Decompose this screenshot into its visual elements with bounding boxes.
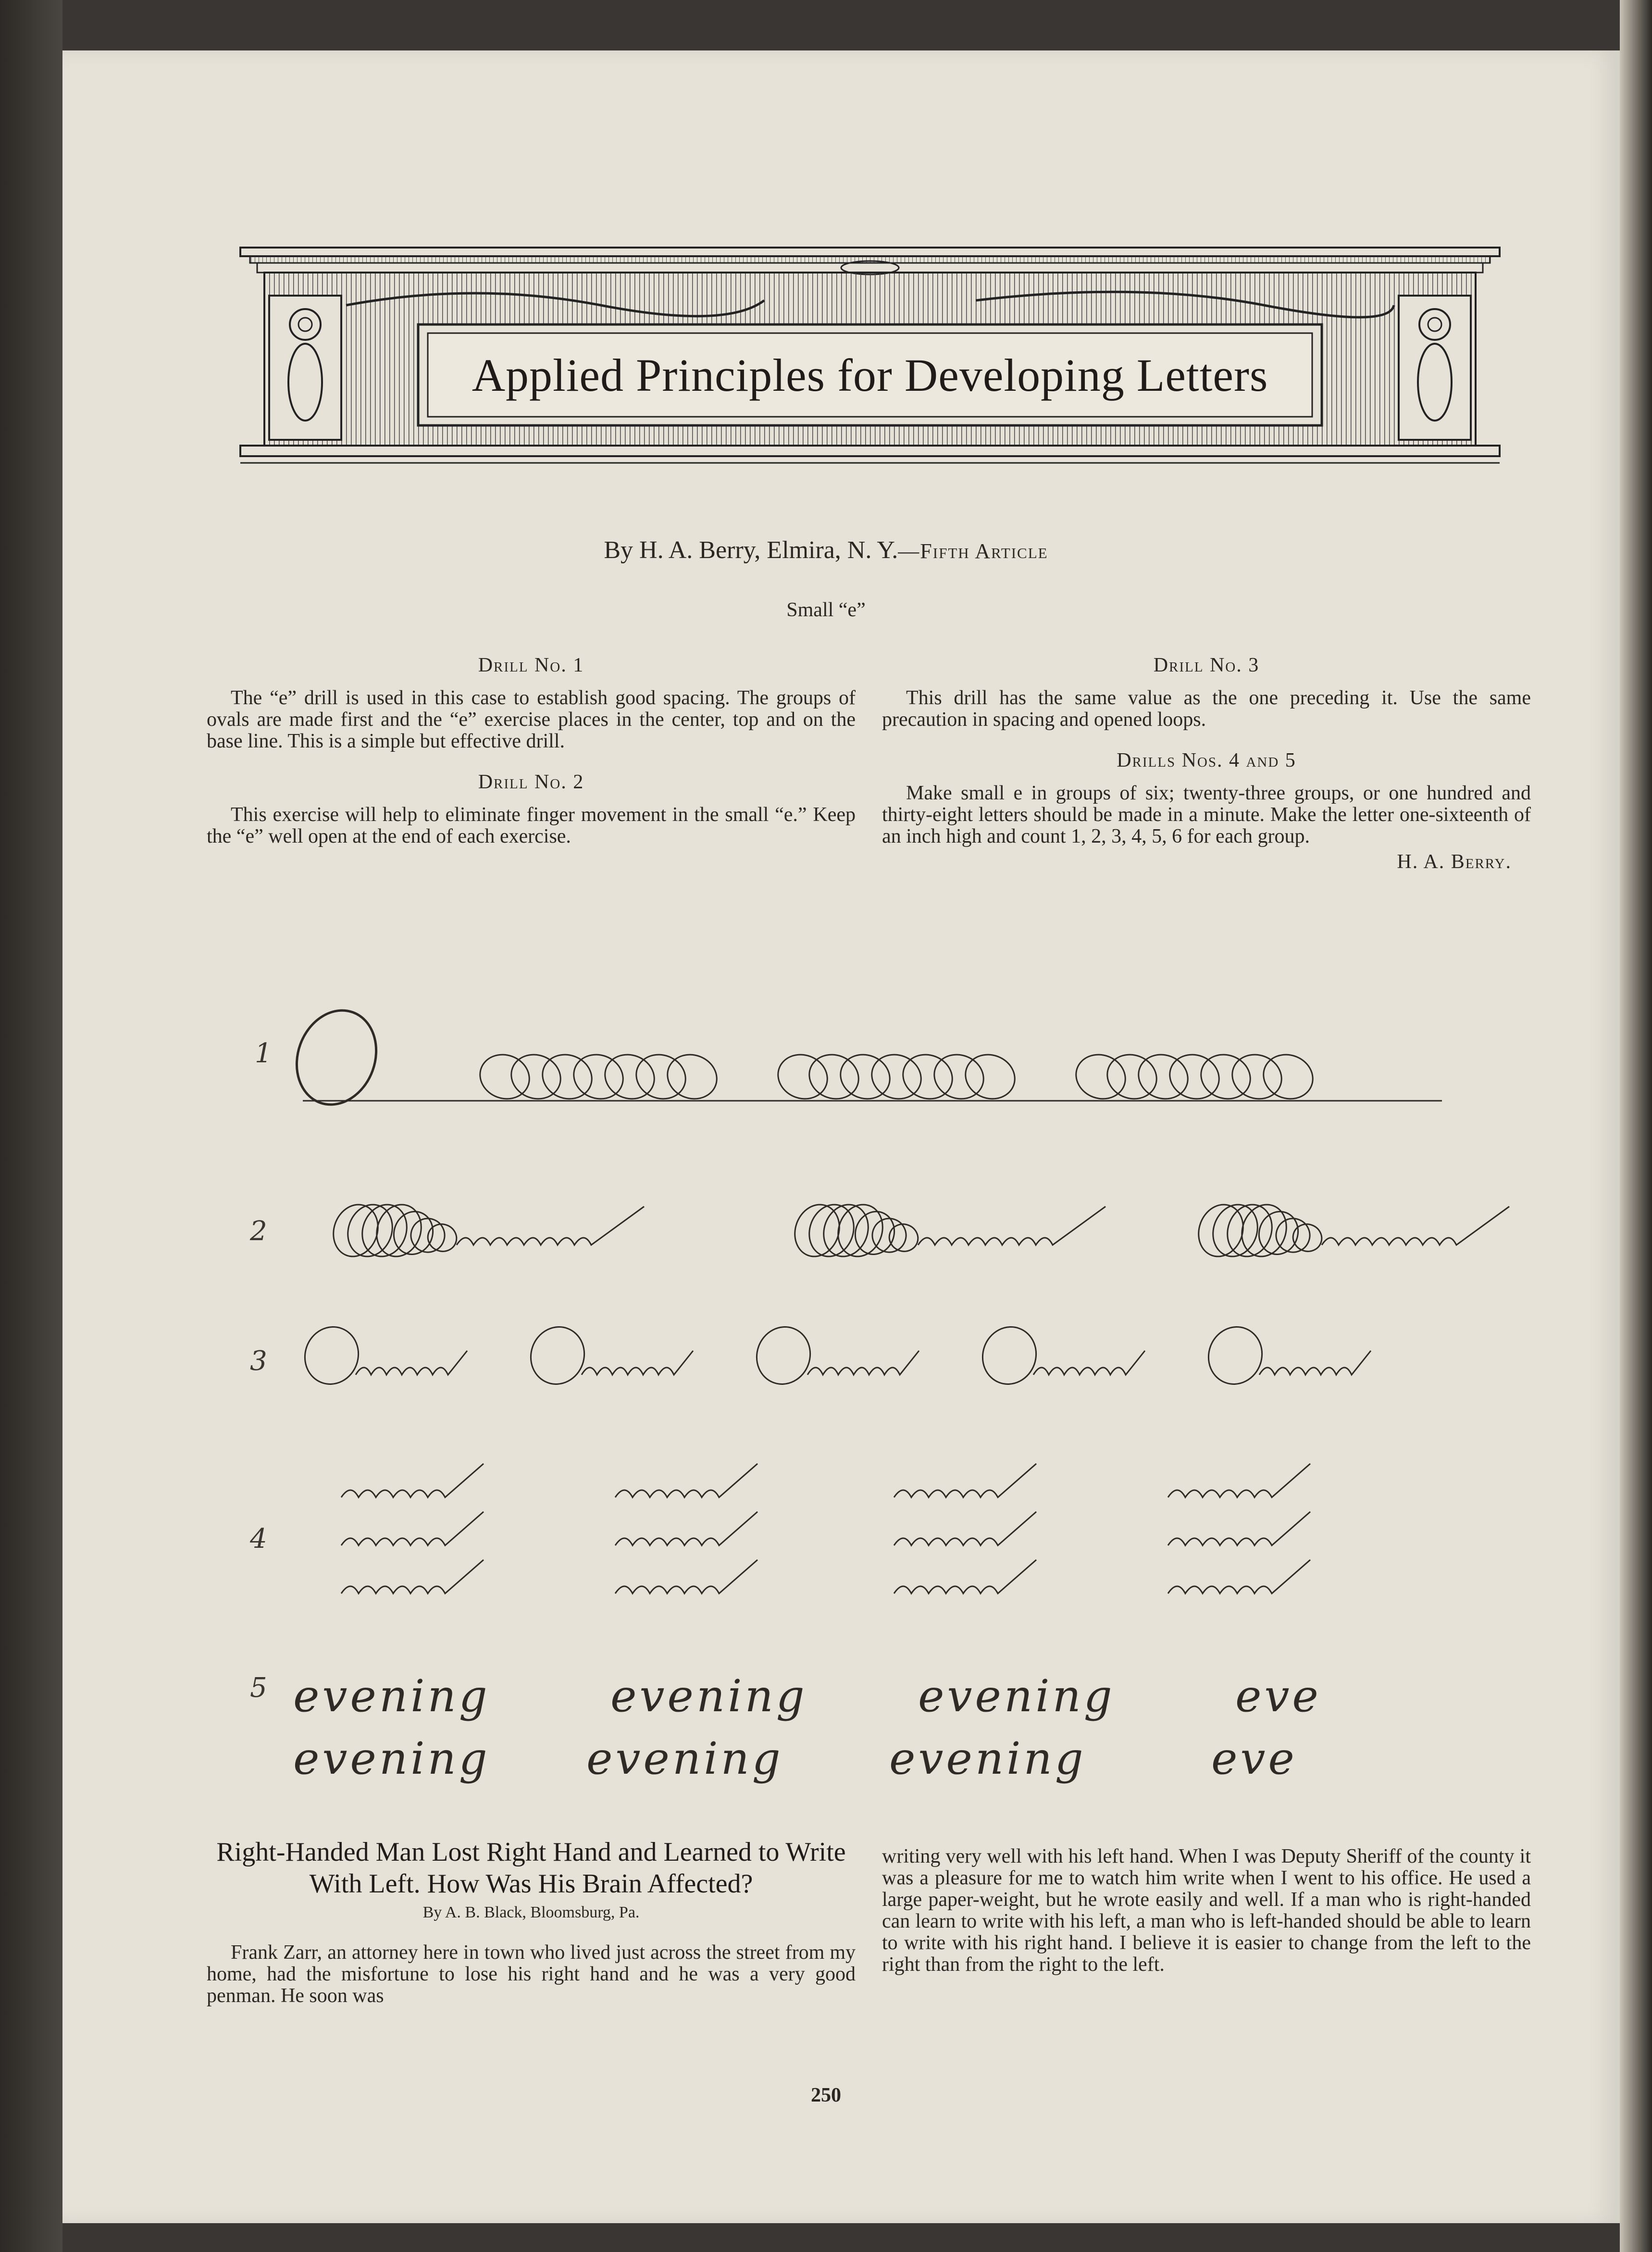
signature: H. A. Berry.	[1397, 851, 1512, 873]
drill45-text: Make small e in groups of six; twenty-three groups, or one hundred and thirty-eight letters should be made in a minute. Make the letter one-sixteenth of an inch high and count 1, 2, 3, 4, 5, 6 for each group.	[882, 782, 1531, 847]
evening-partial-word: eve	[1235, 1670, 1321, 1722]
drill2-heading: Drill No. 2	[478, 771, 584, 793]
right-column	[882, 654, 1531, 873]
evening-word: evening	[918, 1670, 1115, 1722]
drill3-heading: Drill No. 3	[1153, 654, 1260, 676]
page-title: Applied Principles for Developing Letters	[472, 349, 1268, 401]
article-byline: By A. B. Black, Bloomsburg, Pa.	[422, 1904, 640, 1921]
plate-label-4: 4	[250, 1523, 267, 1555]
evening-word: evening	[293, 1670, 490, 1722]
evening-word: evening	[610, 1670, 807, 1722]
evening-partial-word: eve	[1211, 1733, 1297, 1784]
plate-label-5: 5	[250, 1672, 267, 1704]
byline	[0, 536, 1652, 564]
evening-word: evening	[293, 1733, 490, 1784]
penmanship-plate	[236, 961, 1524, 1827]
evening-word: evening	[586, 1733, 783, 1784]
page-number: 250	[811, 2084, 841, 2106]
header-banner	[236, 243, 1504, 471]
drill1-heading: Drill No. 1	[478, 654, 584, 676]
handwriting-exercises-icon	[236, 961, 1524, 1827]
plate-label-2: 2	[250, 1216, 267, 1247]
book-left-edge	[0, 0, 62, 2252]
drill3-text: This drill has the same value as the one preceding it. Use the same precaution in spacing and opened loops.	[882, 687, 1531, 731]
drill2-text: This exercise will help to eliminate finger movement in the small “e.” Keep the “e” well open at the end of each exercise.	[207, 804, 856, 847]
plate-label-3: 3	[250, 1345, 267, 1377]
book-gutter	[1620, 0, 1652, 2252]
evening-word: evening	[889, 1733, 1086, 1784]
byline-article: —Fifth Article	[898, 539, 1048, 563]
byline-author: By H. A. Berry, Elmira, N. Y.	[604, 536, 898, 564]
article-right-text: writing very well with his left hand. When I was Deputy Sheriff of the county it was a pleasure for me to watch him write when I went to his office. He used a large paper-weight, but he wrote easily and well. If a man who is right-handed can learn to write with his left, a man who is left-handed should be able to learn to write with his right hand. I believe it is easier to change from the left to the right than from the right to the left.	[882, 1845, 1531, 1976]
drill1-text: The “e” drill is used in this case to establish good spacing. The groups of ovals are made first and the “e” exercise places in the center, top and on the base line. This is a simple but effective drill.	[207, 687, 856, 752]
subhead: Small “e”	[786, 599, 866, 621]
plate-label-1: 1	[255, 1038, 272, 1069]
article-left-text: Frank Zarr, an attorney here in town who lived just across the street from my home, had the misfortune to lose his right hand and he was a very good penman. He soon was	[207, 1941, 856, 2007]
drill45-heading: Drills Nos. 4 and 5	[1117, 749, 1296, 771]
article-title: Right-Handed Man Lost Right Hand and Learned to Write With Left. How Was His Brain Affected?	[216, 1837, 846, 1899]
left-column	[207, 654, 856, 847]
